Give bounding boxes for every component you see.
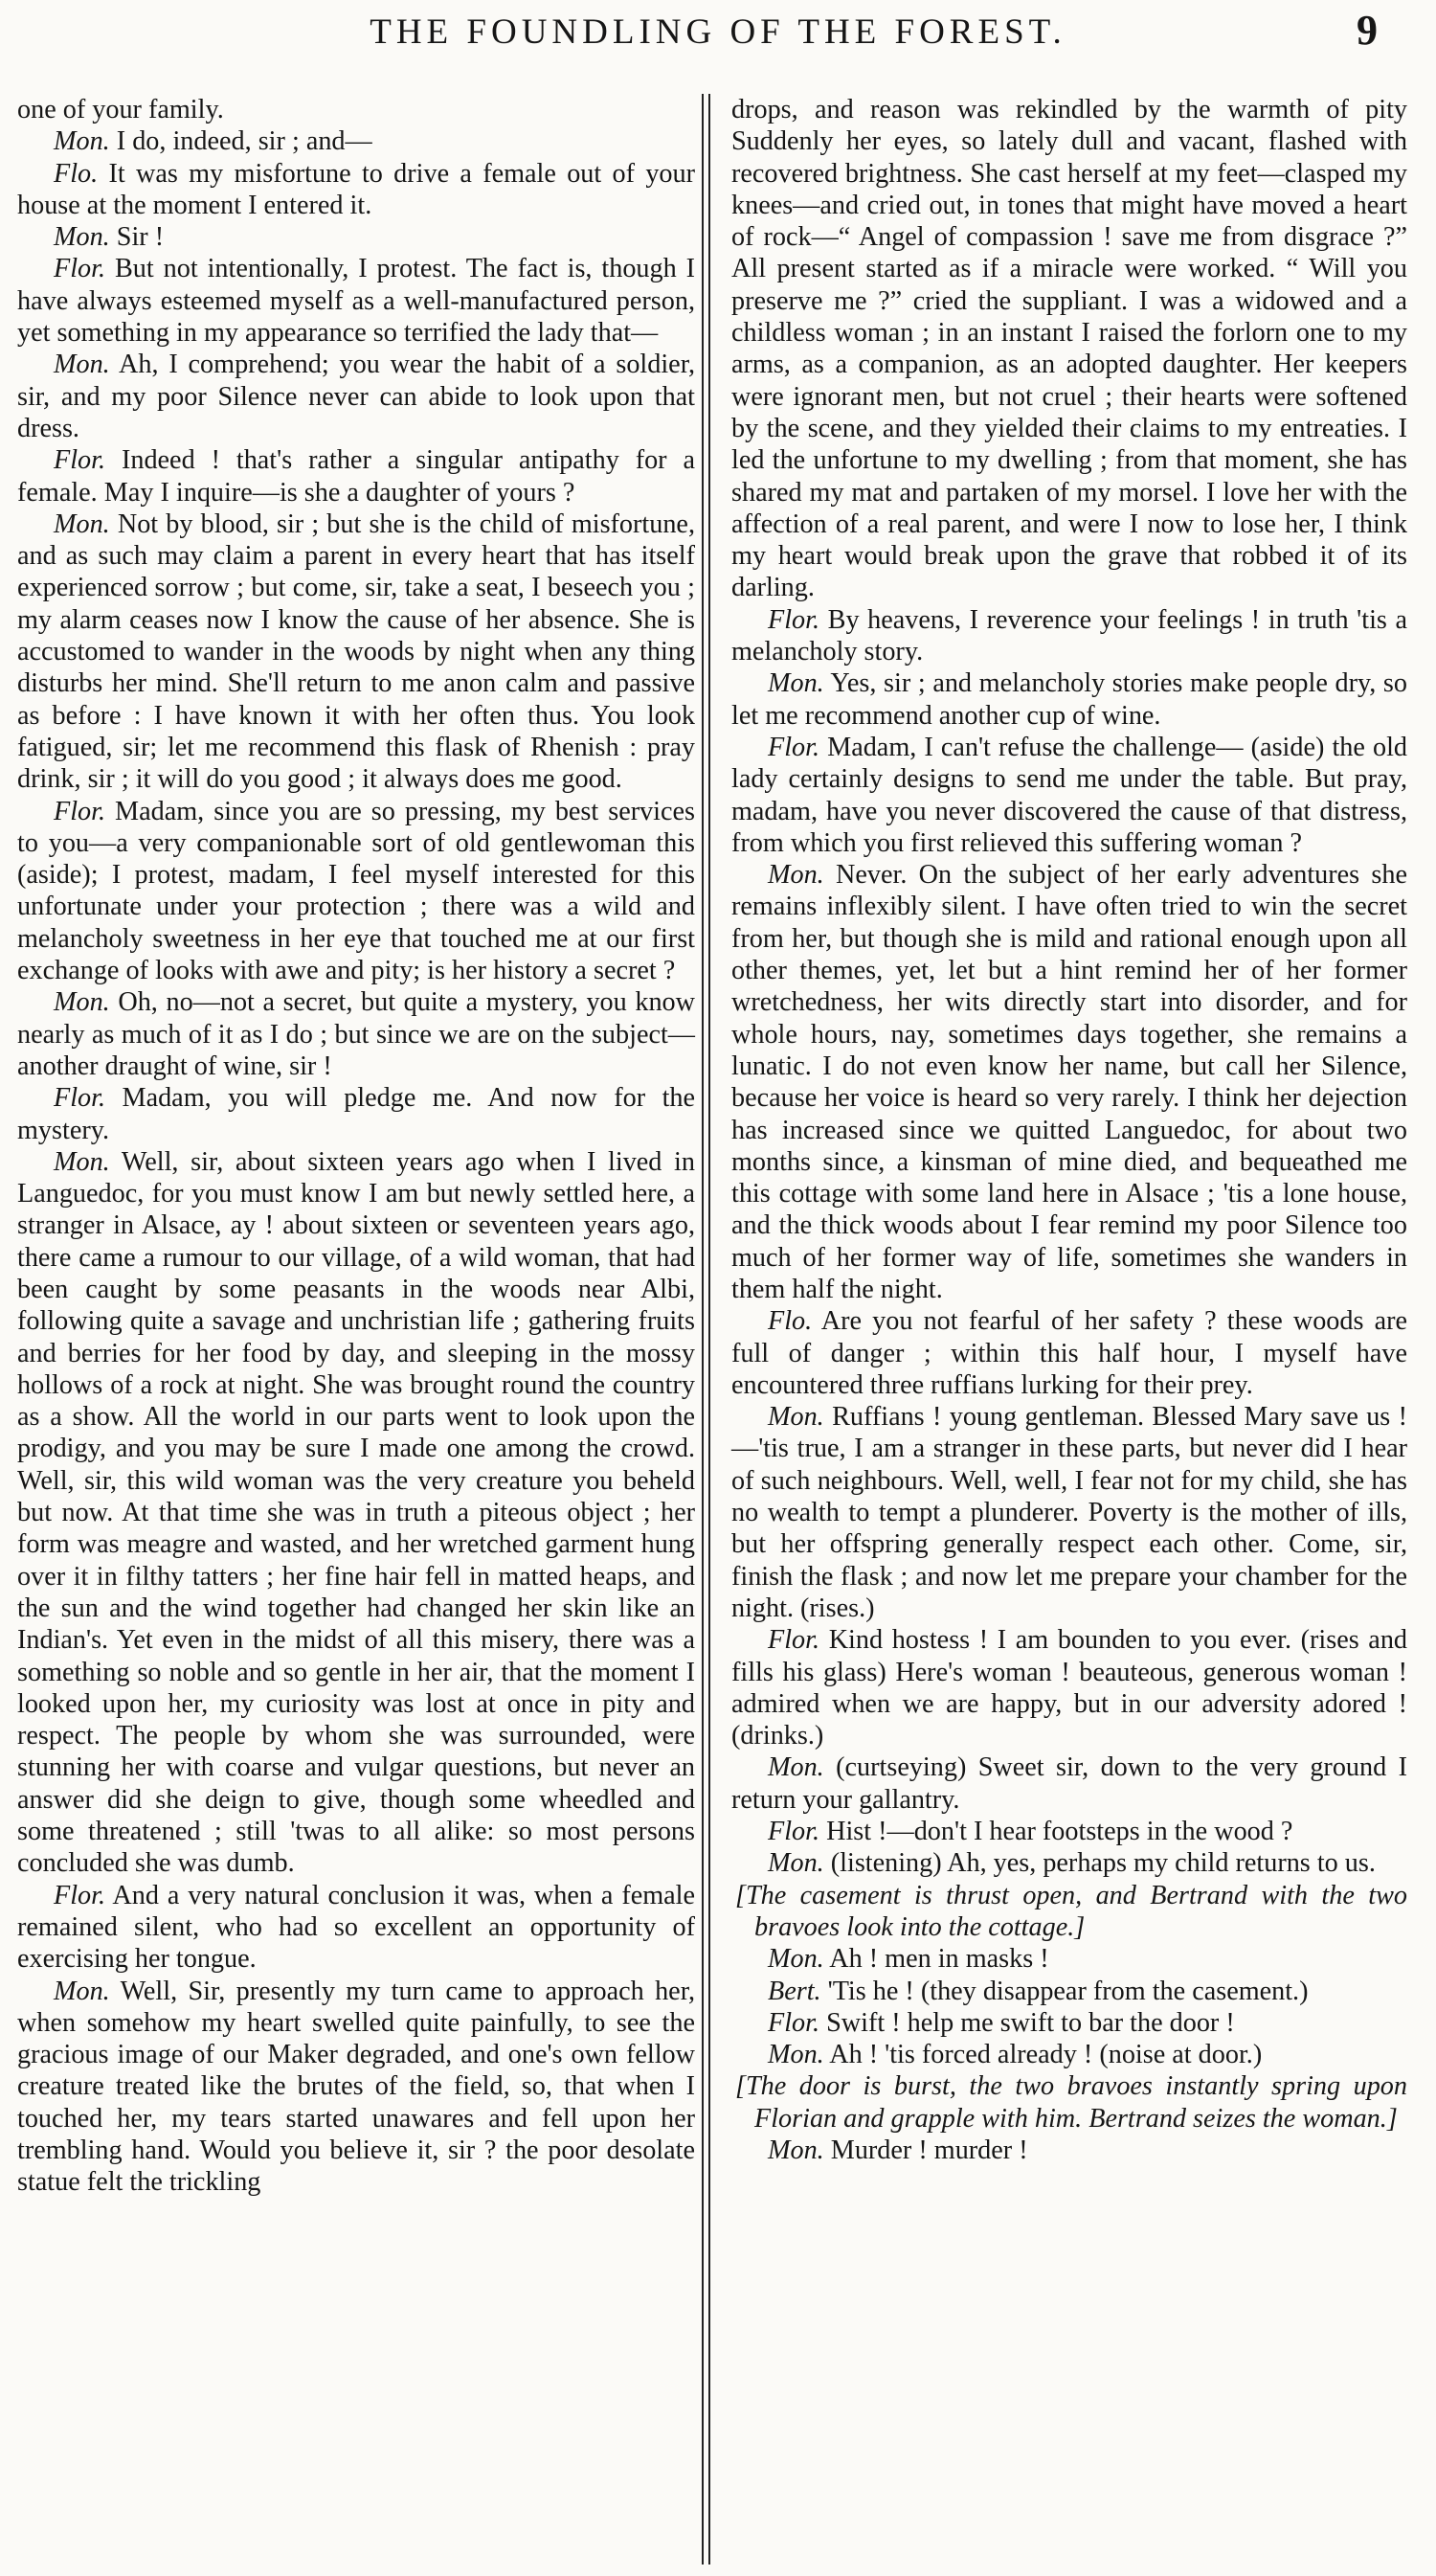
dialogue-line xyxy=(731,732,1407,859)
speech-text: Well, sir, about sixteen years ago when I lived in Languedoc, for you must know I am but newly settled here, a stranger in Alsace, ay ! about sixteen or seventeen years ago, there came a rumour to our village, of a wild woman, that had been caught by some peasants in the woods near Albi, following quite a savage and unchristian life ; gathering fruits and berries for her food by day, and sleeping in the mossy hollows of a rock at night. She was brought round the country as a show. All the world in our parts went to look upon the prodigy, and you may be sure I made one among the crowd. Well, sir, this wild woman was the very creature you beheld but now. At that time she was in truth a piteous object ; her form was meagre and wasted, and her wretched garment hung over it in filthy tatters ; her fine hair fell in matted heaps, and the sun and the wind together had changed her skin like an Indian's. Yet even in the midst of all this misery, there was a something so noble and so gentle in her air, that the moment I looked upon her, my curiosity was lost at once in pity and respect. The people by whom she was surrounded, were stunning her with coarse and vulgar questions, but never an answer did she deign to give, though some wheedled and some threatened ; still 'twas to all alike: so most persons concluded she was dumb. xyxy=(17,1146,695,1879)
speech-text: Madam, you will pledge me. And now for the mystery. xyxy=(17,1083,695,1145)
speaker-name: Flor. xyxy=(54,1083,106,1114)
speaker-name: Mon. xyxy=(54,987,110,1018)
page-header xyxy=(0,0,1436,77)
column-divider xyxy=(702,94,704,2565)
speaker-name: Mon. xyxy=(54,350,110,380)
dialogue-line xyxy=(731,604,1407,668)
speech-text: And a very natural conclusion it was, when a female remained silent, who had so excellent an opportunity of exercising her tongue. xyxy=(17,1880,695,1975)
dialogue-line xyxy=(17,158,695,222)
speech-text: Well, Sir, presently my turn came to approach her, when somehow my heart swelled quite painfully, to see the gracious image of our Maker degraded, and one's own fellow creature treated like the brutes of the field, so, that when I touched her, my tears started unawares and fell upon her trembling hand. Would you believe it, sir ? the poor desolate statue felt the trickling xyxy=(17,1976,695,2198)
speaker-name: Mon. xyxy=(54,126,110,157)
speech-text: Not by blood, sir ; but she is the child of misfortune, and as such may claim a parent in every heart that has itself experienced sorrow ; but come, sir, take a seat, I beseech you ; my alarm ceases now I know the cause of her absence. She is accustomed to wander in the woods by night when any thing disturbs her mind. She'll return to me anon calm and passive as before : I have known it with her often thus. You look fatigued, sir; let me recommend this flask of Rhenish : pray drink, sir ; it will do you good ; it always does me good. xyxy=(17,508,695,795)
dialogue-line xyxy=(731,859,1407,1305)
dialogue-line xyxy=(17,508,695,796)
speaker-name: Flo. xyxy=(54,158,99,189)
speech-text: Ah, I comprehend; you wear the habit of a soldier, sir, and my poor Silence never can abide to look upon that dress. xyxy=(17,350,695,443)
speaker-name: Flor. xyxy=(54,1880,106,1910)
continued-paragraph xyxy=(731,94,1407,604)
speech-text: (listening) Ah, yes, perhaps my child returns to us. xyxy=(830,1848,1376,1879)
left-column xyxy=(17,94,695,2199)
speaker-name: Mon. xyxy=(768,2135,824,2165)
speaker-name: Mon. xyxy=(768,860,824,891)
speech-text: Ruffians ! young gentleman. Blessed Mary save us !—'tis true, I am a stranger in these parts, but never did I hear of such neighbours. Well, well, I fear not for my child, she has no wealth to tempt a plunderer. Poverty is the mother of ills, but her offspring generally respect each other. Come, sir, finish the flask ; and now let me prepare your chamber for the night. (rises.) xyxy=(731,1402,1408,1623)
speech-text: Hist !—don't I hear footsteps in the wood ? xyxy=(826,1817,1293,1847)
stage-direction-text: [The door is burst, the two bravoes instantly spring upon Florian and grapple with him. Bertrand seizes the woman.] xyxy=(735,2071,1407,2134)
speech-text: Kind hostess ! I am bounden to you ever. (rises and fills his glass) Here's woman ! beauteous, generous woman ! admired when we are happy, but in our adversity adored ! (drinks.) xyxy=(731,1625,1408,1751)
speech-text: Are you not fearful of her safety ? these woods are full of danger ; within this half hour, I myself have encountered three ruffians lurking for their prey. xyxy=(731,1306,1407,1400)
dialogue-line xyxy=(17,125,695,157)
dialogue-line xyxy=(17,986,695,1082)
page-number: 9 xyxy=(1357,7,1378,54)
dialogue-line xyxy=(17,444,695,508)
speech-text: Swift ! help me swift to bar the door ! xyxy=(826,2007,1235,2038)
stage-direction xyxy=(731,1880,1407,1944)
speech-text: Ah ! 'tis forced already ! (noise at door.) xyxy=(829,2040,1263,2070)
dialogue-line xyxy=(17,1146,695,1880)
speech-text: Madam, I can't refuse the challenge— (aside) the old lady certainly designs to send me under the table. But pray, madam, have you never discovered the cause of that distress, from which you first relieved this suffering woman ? xyxy=(731,732,1407,858)
stage-direction-text: [The casement is thrust open, and Bertrand with the two bravoes look into the cottage.] xyxy=(735,1880,1407,1942)
speaker-name: Flor. xyxy=(768,1817,820,1847)
dialogue-line xyxy=(17,349,695,444)
dialogue-line xyxy=(17,1082,695,1146)
dialogue-line xyxy=(731,1943,1407,1975)
speaker-name: Bert. xyxy=(768,1976,821,2006)
stage-direction xyxy=(731,2070,1407,2135)
speech-text: I do, indeed, sir ; and— xyxy=(116,126,372,157)
right-column xyxy=(731,94,1407,2166)
dialogue-line xyxy=(17,1976,695,2199)
speaker-name: Mon. xyxy=(54,222,110,253)
dialogue-line xyxy=(731,2007,1407,2039)
speaker-name: Flo. xyxy=(768,1306,813,1337)
dialogue-line xyxy=(731,1976,1407,2007)
speech-text: Madam, since you are so pressing, my best services to you—a very companionable sort of old gentlewoman this (aside); I protest, madam, I feel myself interested for this unfortunate under your protection ; there was a wild and melancholy sweetness in her eye that touched me at our first exchange of looks with awe and pity; is her history a secret ? xyxy=(17,796,696,986)
speaker-name: Mon. xyxy=(768,1848,824,1879)
speaker-name: Mon. xyxy=(768,1752,824,1783)
speech-text: But not intentionally, I protest. The fact is, though I have always esteemed myself as a well-manufactured person, yet something in my appearance so terrified the lady that— xyxy=(17,254,696,349)
dialogue-line xyxy=(17,253,695,349)
speaker-name: Flor. xyxy=(768,732,820,762)
speech-text: It was my misfortune to drive a female out of your house at the moment I entered it. xyxy=(17,158,695,220)
speaker-name: Flor. xyxy=(768,2007,820,2038)
speaker-name: Flor. xyxy=(768,604,820,635)
dialogue-line xyxy=(17,796,695,987)
speaker-name: Flor. xyxy=(54,796,106,826)
speech-text: Ah ! men in masks ! xyxy=(829,1944,1049,1975)
speech-text: By heavens, I reverence your feelings ! in truth 'tis a melancholy story. xyxy=(731,604,1408,667)
dialogue-line xyxy=(731,2039,1407,2070)
dialogue-line xyxy=(731,1305,1407,1401)
speaker-name: Mon. xyxy=(54,508,110,539)
dialogue-line xyxy=(17,221,695,253)
column-divider xyxy=(708,94,710,2565)
speaker-name: Mon. xyxy=(768,2040,824,2070)
dialogue-line xyxy=(731,667,1407,732)
speaker-name: Mon. xyxy=(768,1402,824,1433)
dialogue-line xyxy=(731,1847,1407,1879)
speaker-name: Mon. xyxy=(54,1976,110,2006)
continued-paragraph xyxy=(17,94,695,125)
speech-text: 'Tis he ! (they disappear from the casement.) xyxy=(827,1976,1309,2006)
speaker-name: Mon. xyxy=(768,668,824,699)
speech-text: Sir ! xyxy=(116,222,165,253)
dialogue-line xyxy=(731,2135,1407,2166)
speech-text: Indeed ! that's rather a singular antipathy for a female. May I inquire—is she a daughter of yours ? xyxy=(17,445,695,508)
dialogue-line xyxy=(731,1401,1407,1624)
paragraph-text: drops, and reason was rekindled by the warmth of pity Suddenly her eyes, so lately dull and vacant, flashed with recovered brightness. She cast herself at my feet—clasped my knees—and cried out, in tones that might have moved a heart of rock—“ Angel of compassion ! save me from disgrace ?” All present started as if a miracle were worked. “ Will you preserve me ?” cried the suppliant. I was a widowed and a childless woman ; in an instant I raised the forlorn one to my arms, as a companion, as an adopted daughter. Her keepers were ignorant men, but not cruel ; their hearts were softened by the scene, and they yielded their claims to my entreaties. I led the unfortune to my dwelling ; from that moment, she has shared my mat and partaken of my morsel. I love her with the affection of a real parent, and were I now to lose her, I think my heart would break upon the grave that robbed it of its darling. xyxy=(731,95,1407,603)
speech-text: Never. On the subject of her early adventures she remains inflexibly silent. I have often tried to win the secret from her, but though she is mild and rational enough upon all other themes, yet, let but a hint remind her of her former wretchedness, her wits directly start into disorder, and for whole hours, nay, sometimes days together, she remains a lunatic. I do not even know her name, but call her Silence, because her voice is heard so very rarely. I think her dejection has increased since we quitted Languedoc, for about two months since, a kinsman of mine died, and bequeathed me this cottage with some land here in Alsace ; 'tis a lone house, and the thick woods about I fear remind my poor Silence too much of her former way of life, sometimes she wanders in them half the night. xyxy=(731,860,1407,1304)
dialogue-line xyxy=(731,1751,1407,1816)
dialogue-line xyxy=(17,1880,695,1976)
dialogue-line xyxy=(731,1624,1407,1751)
speech-text: Murder ! murder ! xyxy=(830,2135,1028,2165)
paragraph-text: one of your family. xyxy=(17,95,224,124)
dialogue-line xyxy=(731,1816,1407,1847)
speech-text: Oh, no—not a secret, but quite a mystery, you know nearly as much of it as I do ; but since we are on the subject—another draught of wine, sir ! xyxy=(17,987,696,1081)
speaker-name: Flor. xyxy=(54,445,106,476)
speech-text: (curtseying) Sweet sir, down to the very ground I return your gallantry. xyxy=(731,1752,1407,1815)
speaker-name: Flor. xyxy=(768,1625,820,1656)
speech-text: Yes, sir ; and melancholy stories make people dry, so let me recommend another cup of wine. xyxy=(731,668,1407,731)
speaker-name: Mon. xyxy=(54,1146,110,1177)
speaker-name: Flor. xyxy=(54,254,106,284)
running-title: THE FOUNDLING OF THE FOREST. xyxy=(370,12,1066,52)
speaker-name: Mon. xyxy=(768,1944,824,1975)
